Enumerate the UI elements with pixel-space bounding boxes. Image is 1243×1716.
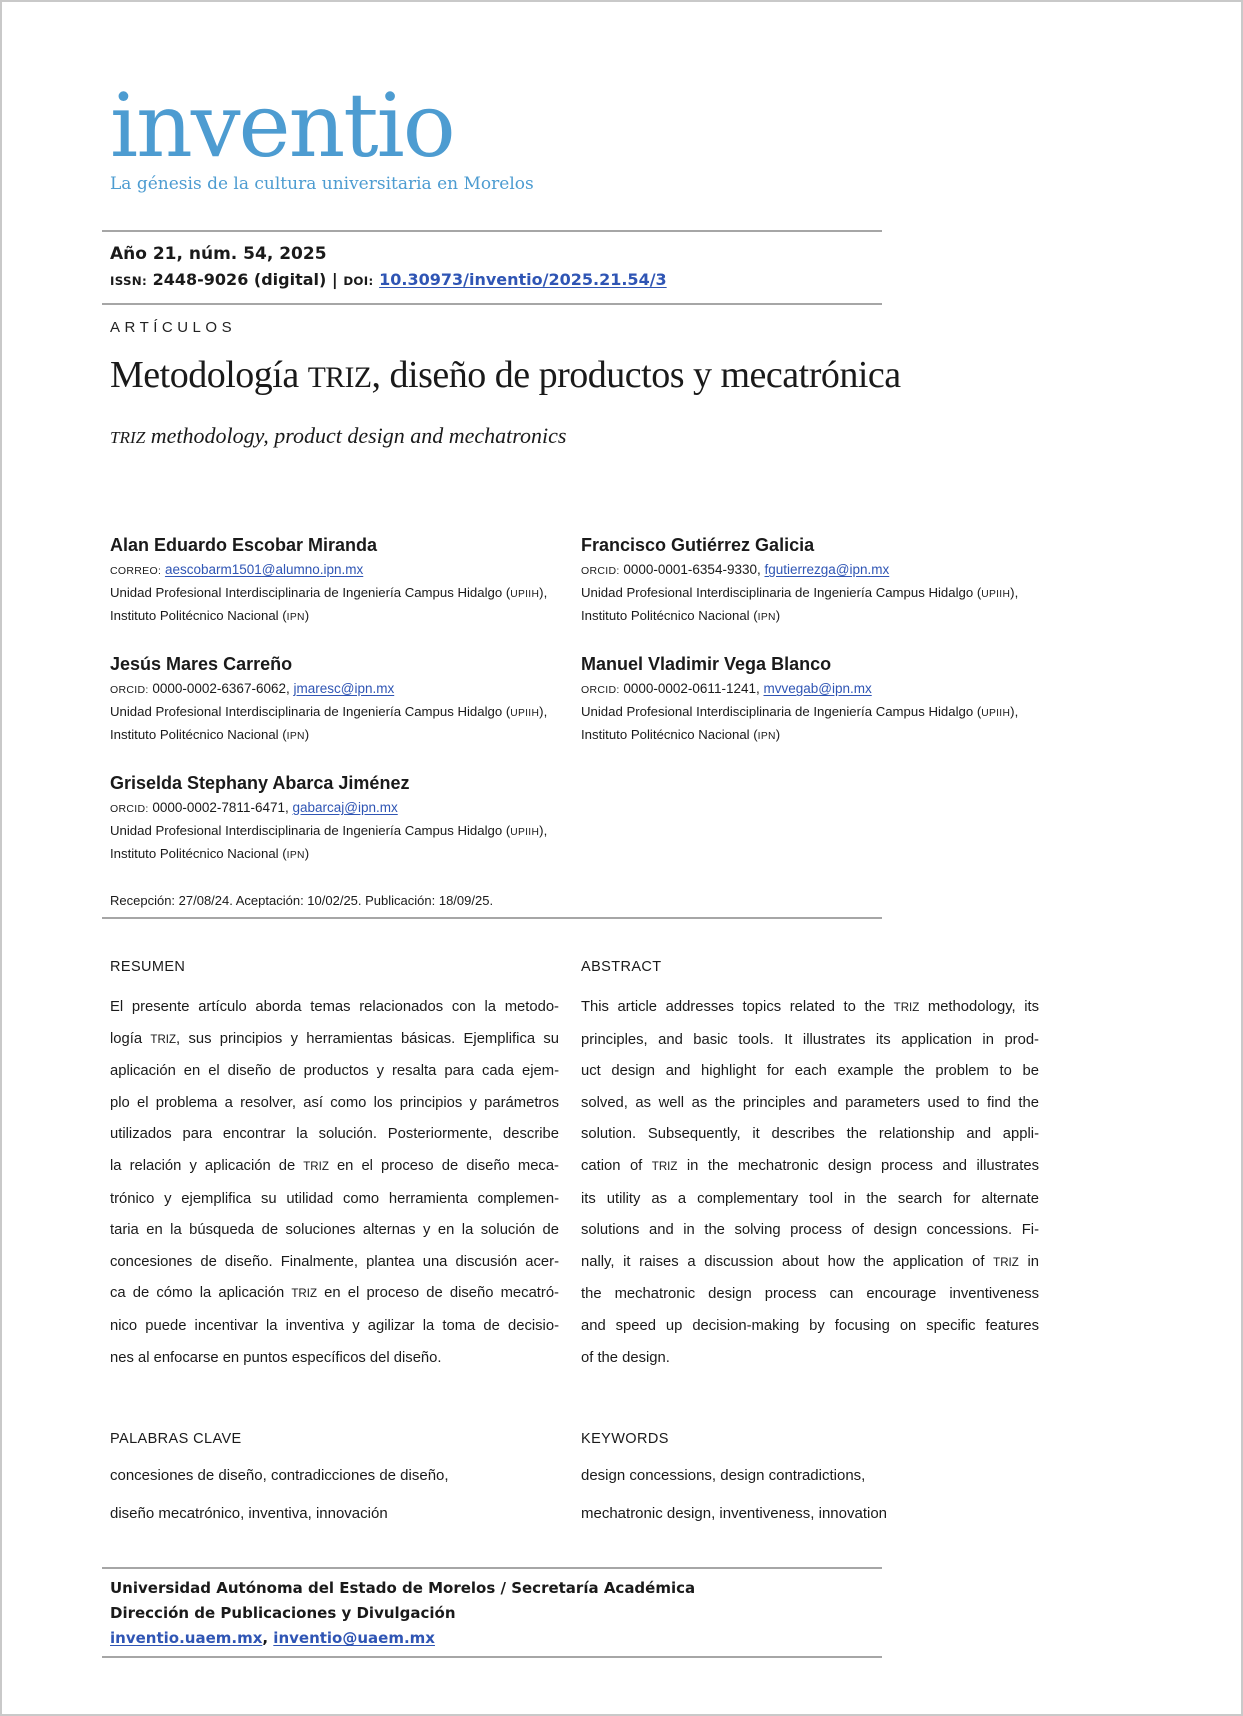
affiliation-text: ), [539, 585, 548, 600]
author-meta-text: 0000-0002-6367-6062, [148, 681, 294, 696]
text-line: the mechatronic design process can encourage inventiveness [581, 1286, 1039, 1303]
affiliation-acronym: IPN [286, 612, 305, 623]
author-name: Jesús Mares Carreño [110, 654, 293, 674]
affiliation-text: ), [539, 704, 548, 719]
text-line: trónico y ejemplifica su utilidad como herramienta complemen- [110, 1190, 559, 1207]
author-meta [110, 798, 559, 819]
author-affiliation [581, 582, 1039, 628]
footer-division: Dirección de Publicaciones y Divulgación [110, 1604, 456, 1623]
author-name: Francisco Gutiérrez Galicia [581, 535, 815, 555]
author-email-link[interactable]: aescobarm1501@alumno.ipn.mx [164, 562, 364, 577]
text-line: and speed up decision-making by focusing on specific features [581, 1317, 1039, 1334]
author-block [581, 653, 1039, 747]
article-subtitle: TRIZ methodology, product design and mechatronics [110, 423, 567, 448]
text-line: ca de cómo la aplicación TRIZ en el proceso de diseño mecatró- [110, 1285, 559, 1302]
text-line: solutions and in the solving process of design concessions. Fi- [581, 1222, 1039, 1239]
text-line: This article addresses topics related to the TRIZ methodology, its [581, 999, 1040, 1015]
affiliation-line [110, 605, 559, 628]
footer-links [110, 1626, 1241, 1651]
author-meta-label: ORCID: [110, 684, 149, 696]
text-line: El presente artículo aborda temas relacionados con la metodo- [110, 999, 559, 1015]
author-affiliation [110, 820, 559, 866]
affiliation-text: Instituto Politécnico Nacional ( [110, 727, 287, 742]
footer-site-link[interactable]: inventio.uaem.mx [110, 1629, 263, 1648]
affiliation-line [110, 701, 559, 724]
text-line: concesiones de diseño, contradicciones de diseño, [110, 1467, 449, 1485]
text-line: logía TRIZ, sus principios y herramientas básicas. Ejemplifica su [110, 1030, 560, 1047]
author-meta-text: 0000-0002-0611-1241, [619, 681, 764, 696]
text-line: design concessions, design contradictions, [581, 1467, 866, 1485]
author-meta-label: ORCID: [581, 565, 620, 577]
text-line: nally, it raises a discussion about how the application of TRIZ in [581, 1253, 1039, 1270]
keywords-section [110, 1429, 1241, 1533]
issue-line: Año 21, núm. 54, 2025 [110, 244, 327, 264]
text-line: cation of TRIZ in the mechatronic design process and illustrates [581, 1157, 1039, 1174]
section-label: ARTÍCULOS [110, 319, 237, 336]
affiliation-text: ), [539, 823, 548, 838]
affiliation-text: Instituto Politécnico Nacional ( [581, 727, 758, 742]
author-meta [110, 560, 559, 581]
abstract-header: ABSTRACT [581, 959, 662, 975]
author-email-link[interactable]: mvvegab@ipn.mx [763, 681, 872, 696]
author-meta-text: 0000-0001-6354-9330, [619, 562, 765, 577]
resumen-header: RESUMEN [110, 959, 186, 975]
author-email-link[interactable]: gabarcaj@ipn.mx [292, 800, 398, 815]
author-affiliation [110, 701, 559, 747]
affiliation-line [110, 582, 559, 605]
authors-grid [110, 534, 1241, 866]
affiliation-line [581, 701, 1039, 724]
affiliation-line [110, 724, 559, 747]
author-meta-label: CORREO: [110, 565, 162, 577]
dates-line: Recepción: 27/08/24. Aceptación: 10/02/25. Publicación: 18/09/25. [110, 893, 494, 908]
author-email-link[interactable]: fgutierrezga@ipn.mx [764, 562, 890, 577]
affiliation-text: ) [304, 608, 310, 623]
affiliation-line [110, 820, 559, 843]
affiliation-text: ), [1010, 585, 1019, 600]
affiliation-text: ) [304, 846, 310, 861]
resumen-column [110, 957, 559, 1374]
text-line: aplicación en el diseño de productos y resalta para cada ejem- [110, 1063, 559, 1080]
author-affiliation [581, 701, 1039, 747]
affiliation-line [581, 724, 1039, 747]
abstract-body [581, 992, 1039, 1374]
affiliation-text: ) [775, 608, 781, 623]
page-footer [110, 1567, 1241, 1658]
issn-label: ISSN: [110, 274, 148, 288]
resumen-body [110, 992, 559, 1374]
affiliation-acronym: UPIIH [510, 708, 540, 719]
text-line: utilizados para encontrar la solución. Posteriormente, describe [110, 1126, 559, 1143]
author-meta-label: ORCID: [581, 684, 620, 696]
divider-rule [102, 303, 882, 305]
keywords-header: KEYWORDS [581, 1431, 669, 1448]
text-line: concesiones de diseño. Finalmente, plantea una discusión acer- [110, 1253, 559, 1270]
text-line: plo el problema a resolver, así como los principios y parámetros [110, 1094, 559, 1111]
author-email-link[interactable]: jmaresc@ipn.mx [293, 681, 395, 696]
footer-links-separator: , [262, 1629, 274, 1648]
affiliation-text: Unidad Profesional Interdisciplinaria de Ingeniería Campus Hidalgo ( [110, 823, 511, 838]
author-meta [581, 679, 1039, 700]
affiliation-acronym: IPN [757, 731, 776, 742]
affiliation-text: Instituto Politécnico Nacional ( [110, 608, 287, 623]
text-line: its utility as a complementary tool in the search for alternate [581, 1190, 1039, 1207]
affiliation-text: ) [775, 727, 781, 742]
issn-value: 2448-9026 (digital) [147, 270, 332, 289]
footer-lines [110, 1576, 1241, 1651]
author-block [110, 534, 559, 628]
affiliation-acronym: IPN [757, 612, 776, 623]
author-name: Manuel Vladimir Vega Blanco [581, 654, 832, 674]
author-name: Alan Eduardo Escobar Miranda [110, 535, 378, 555]
affiliation-acronym: UPIIH [510, 827, 540, 838]
author-affiliation [110, 582, 559, 628]
issue-meta [110, 242, 1241, 294]
text-line: solution. Subsequently, it describes the relationship and appli- [581, 1126, 1039, 1143]
affiliation-acronym: UPIIH [981, 708, 1011, 719]
affiliation-line [581, 582, 1039, 605]
separator: | [331, 270, 344, 289]
affiliation-text: Unidad Profesional Interdisciplinaria de Ingeniería Campus Hidalgo ( [110, 585, 511, 600]
text-line: la relación y aplicación de TRIZ en el proceso de diseño meca- [110, 1157, 559, 1174]
text-line: diseño mecatrónico, inventiva, innovación [110, 1505, 388, 1523]
affiliation-text: Instituto Politécnico Nacional ( [581, 608, 758, 623]
keywords-body [581, 1457, 1039, 1533]
text-line: solved, as well as the principles and parameters used to find the [581, 1094, 1039, 1111]
text-line: mechatronic design, inventiveness, innovation [581, 1505, 888, 1523]
issn-doi-line [110, 267, 1241, 294]
author-name: Griselda Stephany Abarca Jiménez [110, 773, 410, 793]
affiliation-text: Unidad Profesional Interdisciplinaria de Ingeniería Campus Hidalgo ( [581, 704, 982, 719]
author-meta [110, 679, 559, 700]
divider-rule [102, 1656, 882, 1658]
divider-rule [102, 917, 882, 919]
palabras-clave-body [110, 1457, 559, 1533]
author-meta-label: ORCID: [110, 803, 149, 815]
journal-logo: inventio [110, 74, 454, 177]
doi-label: DOI: [343, 274, 374, 288]
affiliation-text: Unidad Profesional Interdisciplinaria de Ingeniería Campus Hidalgo ( [581, 585, 982, 600]
keywords-column [581, 1429, 1039, 1533]
author-meta [581, 560, 1039, 581]
abstract-column [581, 957, 1039, 1374]
affiliation-text: ) [304, 727, 310, 742]
affiliation-text: ), [1010, 704, 1019, 719]
affiliation-acronym: IPN [286, 850, 305, 861]
author-block [110, 772, 559, 866]
text-line: nico puede incentivar la inventiva y agilizar la toma de decisio- [110, 1317, 559, 1334]
text-line: nes al enfocarse en puntos específicos del diseño. [110, 1349, 442, 1366]
palabras-clave-header: PALABRAS CLAVE [110, 1431, 242, 1448]
text-line: uct design and highlight for each example the problem to be [581, 1063, 1039, 1080]
affiliation-acronym: UPIIH [981, 589, 1011, 600]
affiliation-acronym: UPIIH [510, 589, 540, 600]
author-block [581, 534, 1039, 628]
article-title: Metodología TRIZ, diseño de productos y mecatrónica [110, 354, 901, 396]
footer-email-link[interactable]: inventio@uaem.mx [273, 1629, 435, 1648]
text-line: taria en la búsqueda de soluciones alternas y en la solución de [110, 1222, 559, 1239]
footer-institution: Universidad Autónoma del Estado de Morelos / Secretaría Académica [110, 1579, 696, 1598]
doi-link[interactable]: 10.30973/inventio/2025.21.54/3 [379, 270, 667, 289]
affiliation-text: Unidad Profesional Interdisciplinaria de Ingeniería Campus Hidalgo ( [110, 704, 511, 719]
affiliation-line [110, 843, 559, 866]
affiliation-text: Instituto Politécnico Nacional ( [110, 846, 287, 861]
divider-rule [102, 1567, 882, 1569]
affiliation-line [581, 605, 1039, 628]
affiliation-acronym: IPN [286, 731, 305, 742]
journal-tagline: La génesis de la cultura universitaria en Morelos [110, 174, 534, 194]
author-block [110, 653, 559, 747]
abstract-section [110, 957, 1241, 1374]
palabras-clave-column [110, 1429, 559, 1533]
author-meta-text: 0000-0002-7811-6471, [148, 800, 293, 815]
divider-rule [102, 230, 882, 232]
text-line: of the design. [581, 1349, 670, 1366]
text-line: principles, and basic tools. It illustrates its application in prod- [581, 1031, 1039, 1048]
